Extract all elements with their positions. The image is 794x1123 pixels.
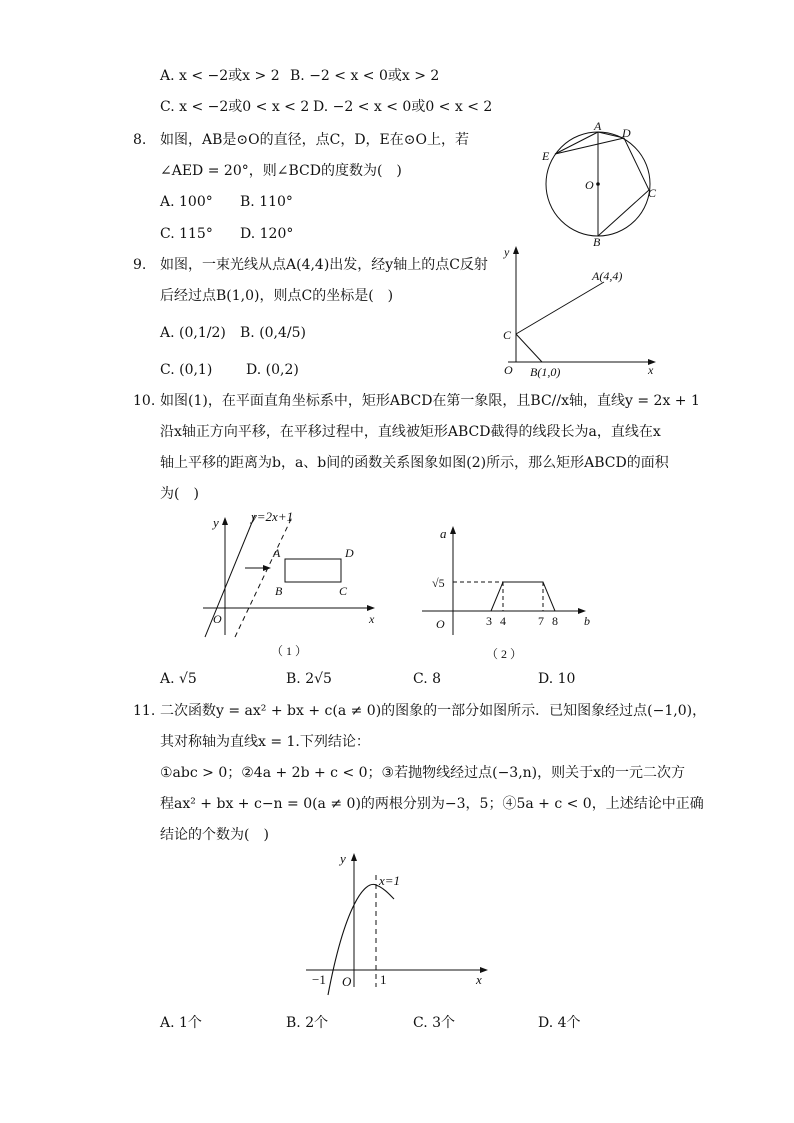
label-a: A(4,4) bbox=[592, 269, 623, 283]
q7-option-a: A. x < −2或x > 2 bbox=[160, 68, 280, 84]
q10-stem-line3: 轴上平移的距离为b，a、b间的函数关系图象如图(2)所示，那么矩形ABCD的面积 bbox=[160, 455, 669, 471]
q9-stem-line2: 后经过点B(1,0)，则点C的坐标是( ) bbox=[160, 288, 394, 304]
q10-option-c: C. 8 bbox=[413, 671, 442, 687]
chord-ae bbox=[555, 132, 598, 154]
tick-8: 8 bbox=[552, 614, 558, 628]
label-o: O bbox=[585, 178, 594, 192]
q8-stem-line1: 如图，AB是⊙O的直径，点C，D，E在⊙O上，若 bbox=[160, 132, 469, 148]
q11-option-a: A. 1个 bbox=[160, 1015, 202, 1031]
tick-4: 4 bbox=[500, 614, 506, 628]
q10-figure-2 bbox=[420, 522, 600, 662]
label-o: O bbox=[342, 974, 352, 989]
label-o: O bbox=[504, 363, 513, 377]
q9-reflection-figure bbox=[500, 242, 665, 380]
q8-option-c: C. 115° bbox=[160, 226, 213, 242]
label-e: E bbox=[542, 149, 550, 163]
label-1: 1 bbox=[380, 972, 387, 987]
label-o: O bbox=[436, 617, 445, 631]
q9-option-d: D. (0,2) bbox=[246, 362, 299, 378]
function-graph bbox=[491, 582, 555, 611]
q9-number: 9. bbox=[133, 257, 147, 273]
q8-number: 8. bbox=[133, 132, 147, 148]
label-eq: y=2x+1 bbox=[251, 509, 294, 524]
shifted-line bbox=[235, 515, 293, 637]
q11-stem-line1: 二次函数y = ax² + bx + c(a ≠ 0)的图象的一部分如图所示．已知图象经过点(−1,0)， bbox=[160, 703, 707, 719]
q11-option-d: D. 4个 bbox=[538, 1015, 581, 1031]
caption-1: （ 1 ） bbox=[271, 644, 308, 658]
chord-ed bbox=[555, 138, 624, 154]
q11-stem-line4: 程ax² + bx + c−n = 0(a ≠ 0)的两根分别为−3，5；④5a + c < 0，上述结论中正确 bbox=[160, 796, 704, 812]
label-axis: x=1 bbox=[379, 873, 401, 888]
label-c: C bbox=[648, 186, 657, 200]
label-c: C bbox=[503, 328, 512, 342]
q8-option-b: B. 110° bbox=[240, 194, 293, 210]
q11-stem-line3: ①abc > 0；②4a + 2b + c < 0；③若抛物线经过点(−3,n)，则关于x的一元二次方 bbox=[160, 765, 686, 781]
q11-stem-line5: 结论的个数为( ) bbox=[160, 827, 269, 843]
q8-option-a: A. 100° bbox=[160, 194, 213, 210]
q9-option-b: B. (0,4/5) bbox=[240, 325, 307, 341]
label-d: D bbox=[622, 126, 631, 140]
label-x: x bbox=[476, 972, 482, 987]
label-b: B bbox=[593, 235, 601, 249]
center-point bbox=[596, 182, 600, 186]
tick-3: 3 bbox=[486, 614, 492, 628]
q7-option-c: C. x < −2或0 < x < 2 bbox=[160, 99, 310, 115]
q8-circle-figure bbox=[540, 118, 670, 248]
q10-stem-line1: 如图(1)，在平面直角坐标系中，矩形ABCD在第一象限，且BC//x轴，直线y = 2x + 1 bbox=[160, 393, 700, 409]
tick-7: 7 bbox=[538, 614, 544, 628]
q11-parabola-figure bbox=[300, 845, 500, 995]
q10-number: 10. bbox=[133, 393, 156, 409]
label-a: A bbox=[273, 546, 281, 560]
label-y: y bbox=[213, 515, 219, 530]
q9-stem-line1: 如图，一束光线从点A(4,4)出发，经y轴上的点C反射 bbox=[160, 257, 488, 273]
label-x: x bbox=[369, 612, 375, 626]
q11-stem-line2: 其对称轴为直线x = 1.下列结论： bbox=[160, 734, 370, 750]
q11-option-c: C. 3个 bbox=[413, 1015, 456, 1031]
q9-option-a: A. (0,1/2) bbox=[160, 325, 226, 341]
rectangle-abcd bbox=[285, 559, 341, 582]
label-b: B bbox=[275, 584, 283, 598]
caption-2: （ 2 ） bbox=[486, 647, 523, 661]
label-sqrt5: √5 bbox=[432, 576, 445, 590]
label-a: A bbox=[594, 119, 602, 133]
q10-stem-line4: 为( ) bbox=[160, 486, 199, 502]
q10-option-a: A. √5 bbox=[160, 671, 197, 687]
q10-option-d: D. 10 bbox=[538, 671, 576, 687]
chord-path bbox=[598, 132, 649, 236]
q10-figure-1 bbox=[195, 505, 385, 660]
label-b: b bbox=[584, 614, 590, 628]
q10-stem-line2: 沿x轴正方向平移，在平移过程中，直线被矩形ABCD截得的线段长为a，直线在x bbox=[160, 424, 661, 440]
label-y: y bbox=[340, 851, 346, 866]
label-b: B(1,0) bbox=[530, 365, 561, 379]
label-d: D bbox=[345, 546, 354, 560]
ray-cb bbox=[516, 334, 542, 362]
q8-option-d: D. 120° bbox=[240, 226, 294, 242]
q11-option-b: B. 2个 bbox=[286, 1015, 329, 1031]
ray-ac bbox=[516, 282, 604, 334]
label-x: x bbox=[648, 363, 654, 377]
q8-stem-line2: ∠AED = 20°，则∠BCD的度数为( ) bbox=[160, 163, 402, 179]
q11-number: 11. bbox=[133, 703, 156, 719]
q10-option-b: B. 2√5 bbox=[286, 671, 332, 687]
label-y: y bbox=[504, 245, 510, 259]
label-neg1: −1 bbox=[312, 972, 326, 987]
q7-option-d: D. −2 < x < 0或0 < x < 2 bbox=[313, 99, 493, 115]
label-a: a bbox=[440, 526, 447, 541]
label-o: O bbox=[213, 612, 222, 626]
q7-option-b: B. −2 < x < 0或x > 2 bbox=[290, 68, 440, 84]
label-c: C bbox=[339, 584, 348, 598]
q9-option-c: C. (0,1) bbox=[160, 362, 213, 378]
